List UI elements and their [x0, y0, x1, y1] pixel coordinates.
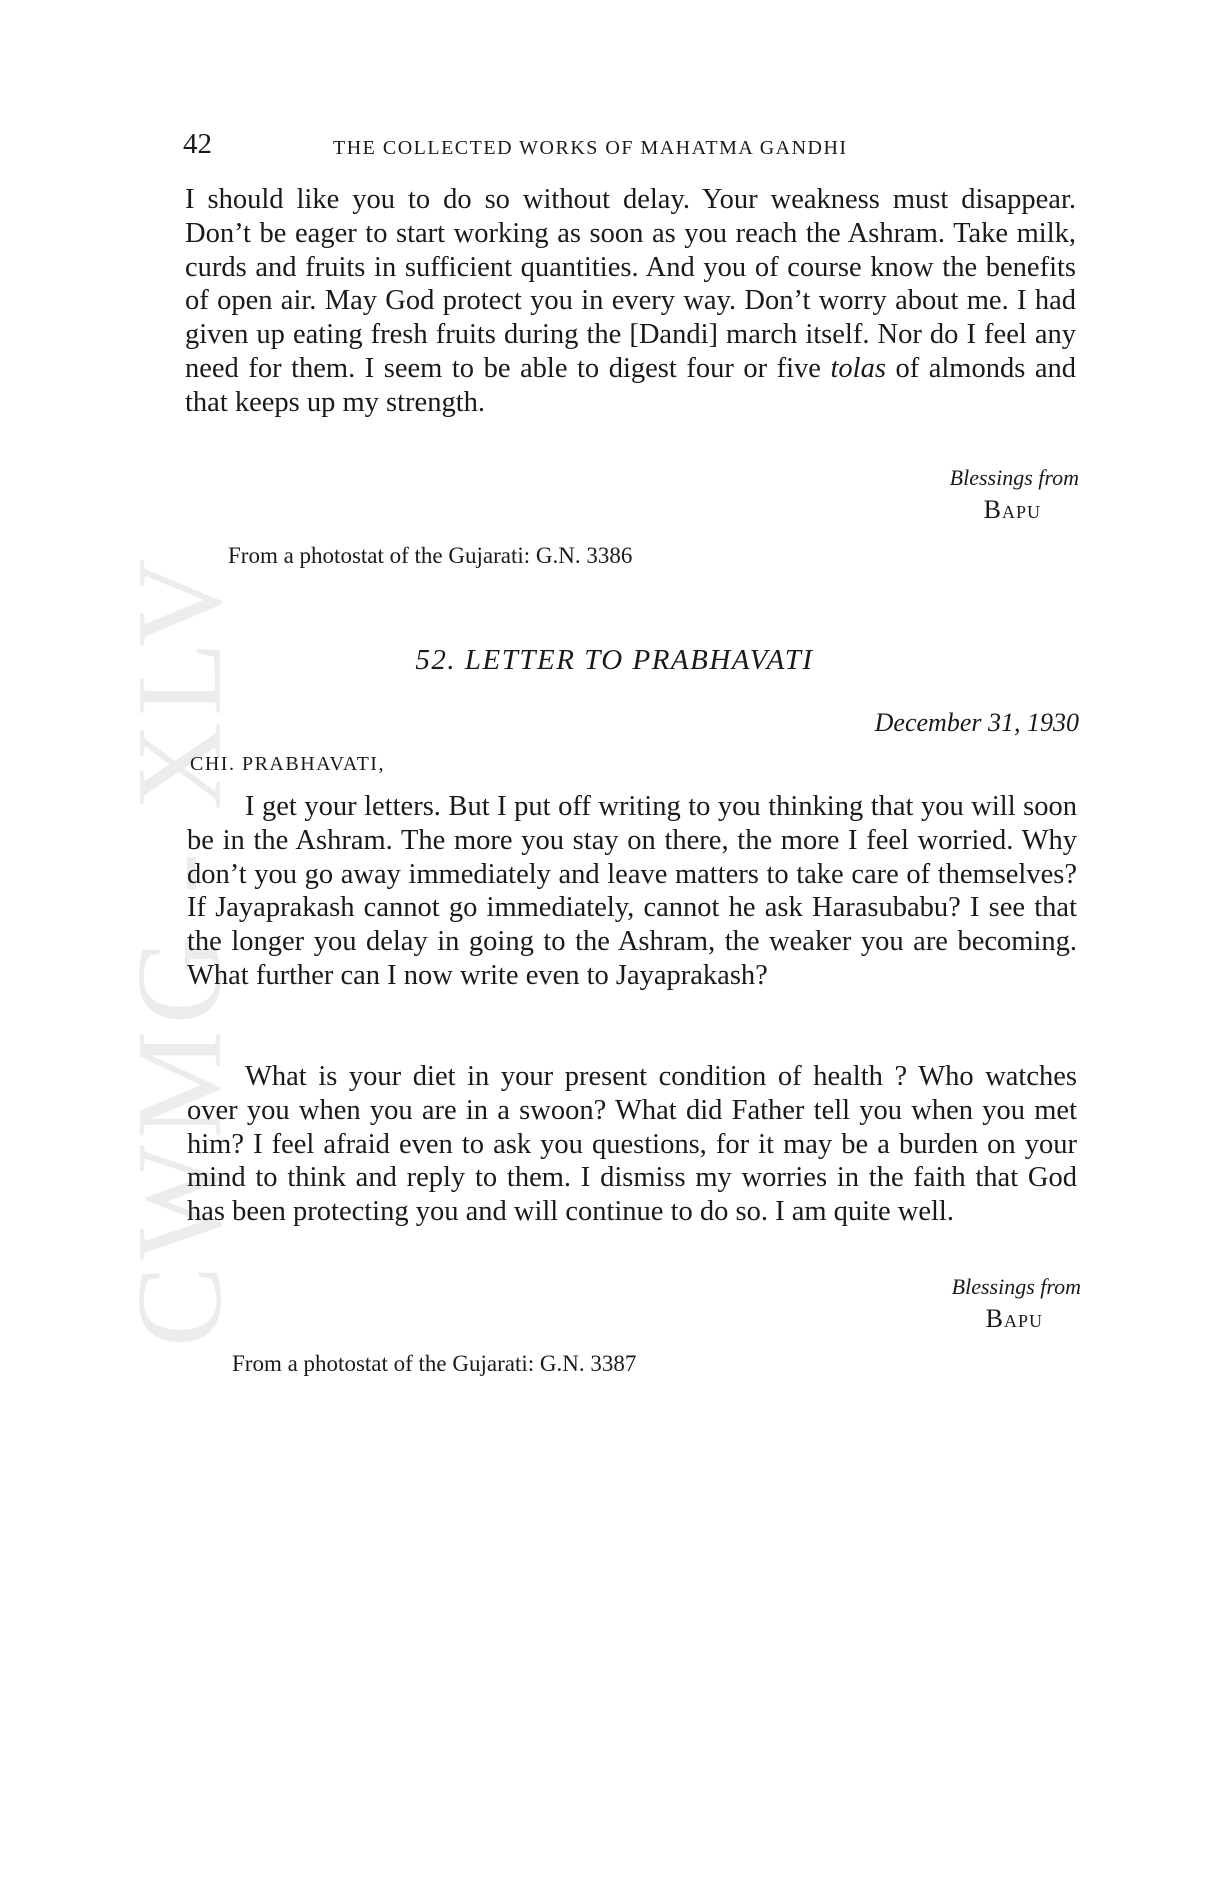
letter-51-signature-block: [950, 463, 1079, 527]
watermark-text: CWMG - XLV: [112, 552, 247, 1348]
letter-52-signature: Bapu: [985, 1304, 1043, 1333]
page-header: [183, 128, 1073, 168]
running-head: THE COLLECTED WORKS OF MAHATMA GANDHI: [333, 137, 848, 159]
letter-52-blessing: Blessings from: [951, 1274, 1081, 1299]
letter-51-source: From a photostat of the Gujarati: G.N. 3386: [228, 543, 633, 568]
letter-51-blessing: Blessings from: [949, 465, 1079, 490]
letter-52-date: December 31, 1930: [874, 708, 1079, 737]
letter-52-paragraph-2: What is your diet in your present condition of health ? Who watches over you when you are in a swoon? What did Father tell you when you met him? I feel afraid even to ask you questions, for it may be a burden on your mind to think and reply to them. I dismiss my worries in the faith that God has been protecting you and will continue to do so. I am quite well.: [187, 1061, 1077, 1228]
letter-52-signature-block: [952, 1272, 1081, 1336]
letter-51-body: [185, 183, 1076, 420]
letter-51-italic-word: tolas: [830, 352, 886, 384]
letter-51-signature: Bapu: [983, 495, 1041, 524]
letter-52-title: 52. LETTER TO PRABHAVATI: [415, 644, 814, 676]
letter-52-source: From a photostat of the Gujarati: G.N. 3387: [232, 1351, 637, 1376]
letter-52-salutation: CHI. PRABHAVATI,: [190, 753, 385, 775]
letter-51-body-text: I should like you to do so without delay. Your weakness must disappear. Don’t be eager to start working as soon as you reach the Ashram. Take milk, curds and fruits in sufficient quantities. And you of course know the benefits of open air. May God protect you in every way. Don’t worry about me. I had given up eating fresh fruits during the [Dandi] march itself. Nor do I feel any need for them. I seem to be able to digest four or five: [185, 184, 1076, 384]
page-number: 42: [183, 128, 212, 160]
letter-52-paragraph-1: I get your letters. But I put off writing to you thinking that you will soon be in the Ashram. The more you stay on there, the more I feel worried. Why don’t you go away immediately and leave matters to take care of themselves? If Jayaprakash cannot go immediately, cannot he ask Harasubabu? I see that the longer you delay in going to the Ashram, the weaker you are becoming. What further can I now write even to Jayaprakash?: [187, 791, 1077, 991]
letter-51-body-text-end: of almonds and that keeps up my strength.: [185, 352, 1076, 418]
